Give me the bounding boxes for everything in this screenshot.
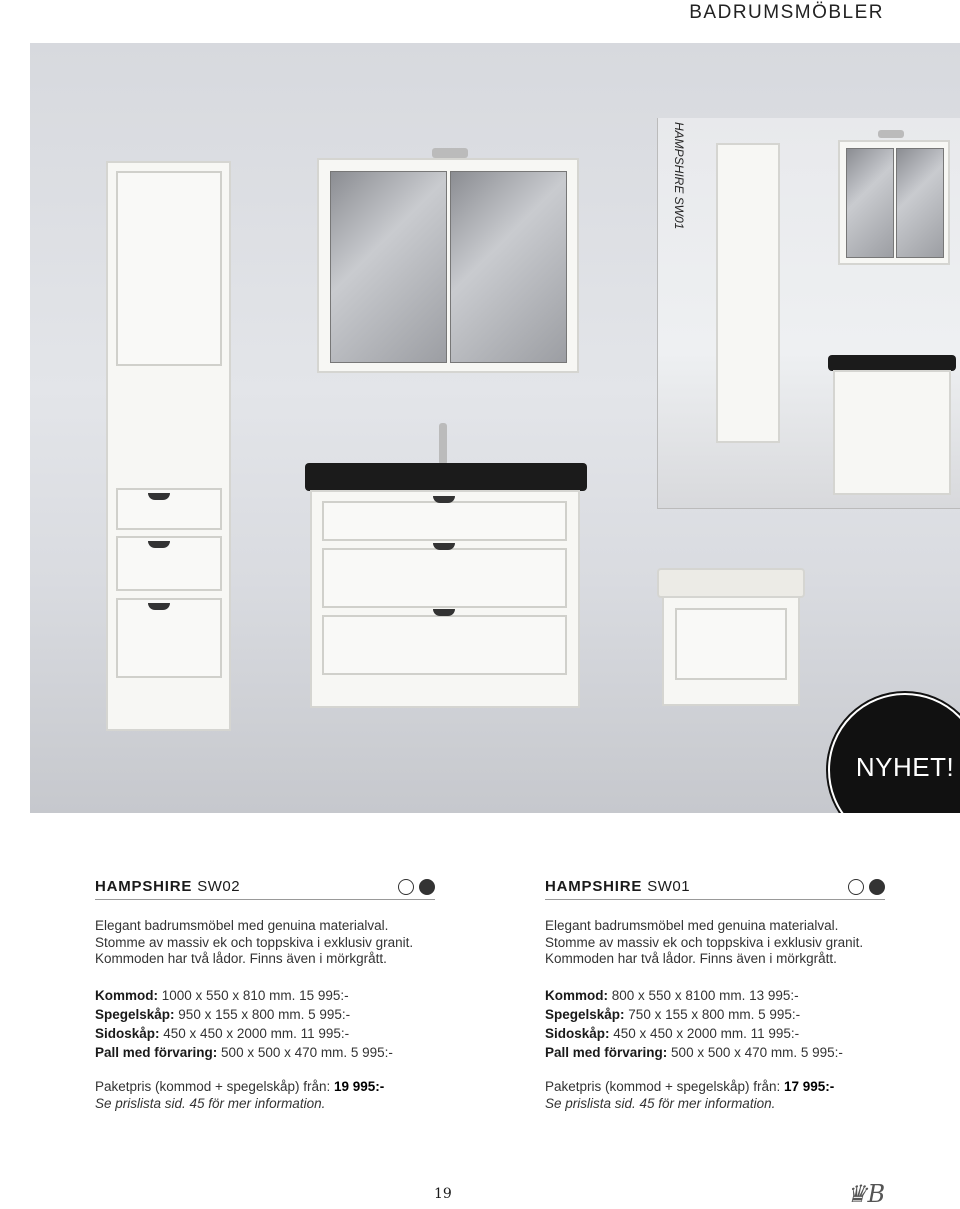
page-number: 19	[434, 1186, 452, 1202]
package-text: Paketpris (kommod + spegelskåp) från:	[95, 1078, 331, 1094]
inset-mirror	[896, 148, 944, 258]
handle-icon	[148, 603, 170, 610]
price-list-note: Se prislista sid. 45 för mer information.	[95, 1095, 326, 1111]
spec-label: Kommod:	[545, 987, 608, 1003]
spec-label: Pall med förvaring:	[545, 1044, 668, 1060]
handle-icon	[148, 493, 170, 500]
package-amount: 19 995:-	[334, 1078, 385, 1094]
description-line: Elegant badrumsmöbel med genuina materialval.	[545, 918, 839, 933]
mirror-right	[450, 171, 567, 363]
handle-icon	[148, 541, 170, 548]
spec-value: 450 x 450 x 2000 mm. 11 995:-	[163, 1025, 350, 1041]
handle-icon	[433, 496, 455, 503]
side-cabinet-drawer	[116, 598, 222, 678]
vanity-drawer	[322, 501, 567, 541]
spec-label: Kommod:	[95, 987, 158, 1003]
product-sw02	[95, 878, 435, 1112]
handle-icon	[433, 609, 455, 616]
product-description	[95, 918, 435, 968]
product-code: SW01	[647, 878, 691, 895]
spec-row	[545, 1043, 885, 1062]
brand-logo-letter: B	[867, 1180, 886, 1208]
white-color-icon	[848, 879, 864, 895]
spec-value: 500 x 500 x 470 mm. 5 995:-	[221, 1044, 393, 1060]
granite-top	[305, 463, 587, 491]
storage-stool-cushion	[657, 568, 805, 598]
color-options	[848, 879, 885, 895]
spec-row	[95, 986, 435, 1005]
spec-row	[95, 1043, 435, 1062]
inset-side-cabinet	[716, 143, 780, 443]
brand-logo-icon: ♛B	[846, 1180, 886, 1208]
product-specs	[95, 986, 435, 1062]
package-text: Paketpris (kommod + spegelskåp) från:	[545, 1078, 781, 1094]
description-line: Stomme av massiv ek och toppskiva i exklusiv granit.	[545, 934, 864, 950]
vanity-drawer	[322, 548, 567, 608]
inset-granite-top	[828, 355, 956, 371]
description-line: Kommoden har två lådor. Finns även i mörkgrått.	[95, 951, 387, 966]
description-line: Kommoden har två lådor. Finns även i mörkgrått.	[545, 951, 837, 966]
spec-value: 450 x 450 x 2000 mm. 11 995:-	[613, 1025, 800, 1041]
product-specs	[545, 986, 885, 1062]
spec-label: Pall med förvaring:	[95, 1044, 218, 1060]
spec-row	[545, 1005, 885, 1024]
spec-value: 500 x 500 x 470 mm. 5 995:-	[671, 1044, 843, 1060]
product-code: SW02	[197, 878, 241, 895]
storage-stool-panel	[675, 608, 787, 680]
product-name: HAMPSHIRE	[545, 878, 643, 895]
product-name: HAMPSHIRE	[95, 878, 193, 895]
spec-row	[545, 1024, 885, 1043]
spec-value: 1000 x 550 x 810 mm. 15 995:-	[161, 987, 349, 1003]
product-photo	[30, 43, 960, 813]
new-badge	[828, 693, 960, 813]
vanity-drawer	[322, 615, 567, 675]
dark-grey-color-icon	[419, 879, 435, 895]
dark-grey-color-icon	[869, 879, 885, 895]
handle-icon	[433, 543, 455, 550]
inset-photo	[657, 118, 960, 509]
page-header-title: BADRUMSMÖBLER	[689, 2, 884, 23]
inset-vanity	[833, 370, 951, 495]
spec-value: 750 x 155 x 800 mm. 5 995:-	[628, 1006, 801, 1022]
spec-value: 800 x 550 x 8100 mm. 13 995:-	[611, 987, 799, 1003]
inset-label: HAMPSHIRE SW01	[672, 122, 686, 230]
description-line: Stomme av massiv ek och toppskiva i exklusiv granit.	[95, 934, 414, 950]
spec-row	[95, 1005, 435, 1024]
spec-value: 950 x 155 x 800 mm. 5 995:-	[178, 1006, 351, 1022]
spec-label: Sidoskåp:	[95, 1025, 160, 1041]
mirror-left	[330, 171, 447, 363]
package-price	[95, 1078, 435, 1112]
lamp-icon	[432, 148, 468, 158]
spec-row	[545, 986, 885, 1005]
lamp-icon	[878, 130, 904, 138]
package-price	[545, 1078, 885, 1112]
color-options	[398, 879, 435, 895]
spec-label: Sidoskåp:	[545, 1025, 610, 1041]
product-description	[545, 918, 885, 968]
white-color-icon	[398, 879, 414, 895]
side-cabinet-door	[116, 171, 222, 366]
price-list-note: Se prislista sid. 45 för mer information.	[545, 1095, 776, 1111]
product-sw01	[545, 878, 885, 1112]
faucet-icon	[439, 423, 447, 465]
product-heading	[95, 878, 435, 900]
spec-row	[95, 1024, 435, 1043]
new-badge-text: NYHET!	[855, 752, 955, 782]
inset-mirror	[846, 148, 894, 258]
spec-label: Spegelskåp:	[545, 1006, 625, 1022]
description-line: Elegant badrumsmöbel med genuina materialval.	[95, 918, 389, 933]
package-amount: 17 995:-	[784, 1078, 835, 1094]
spec-label: Spegelskåp:	[95, 1006, 175, 1022]
product-heading	[545, 878, 885, 900]
